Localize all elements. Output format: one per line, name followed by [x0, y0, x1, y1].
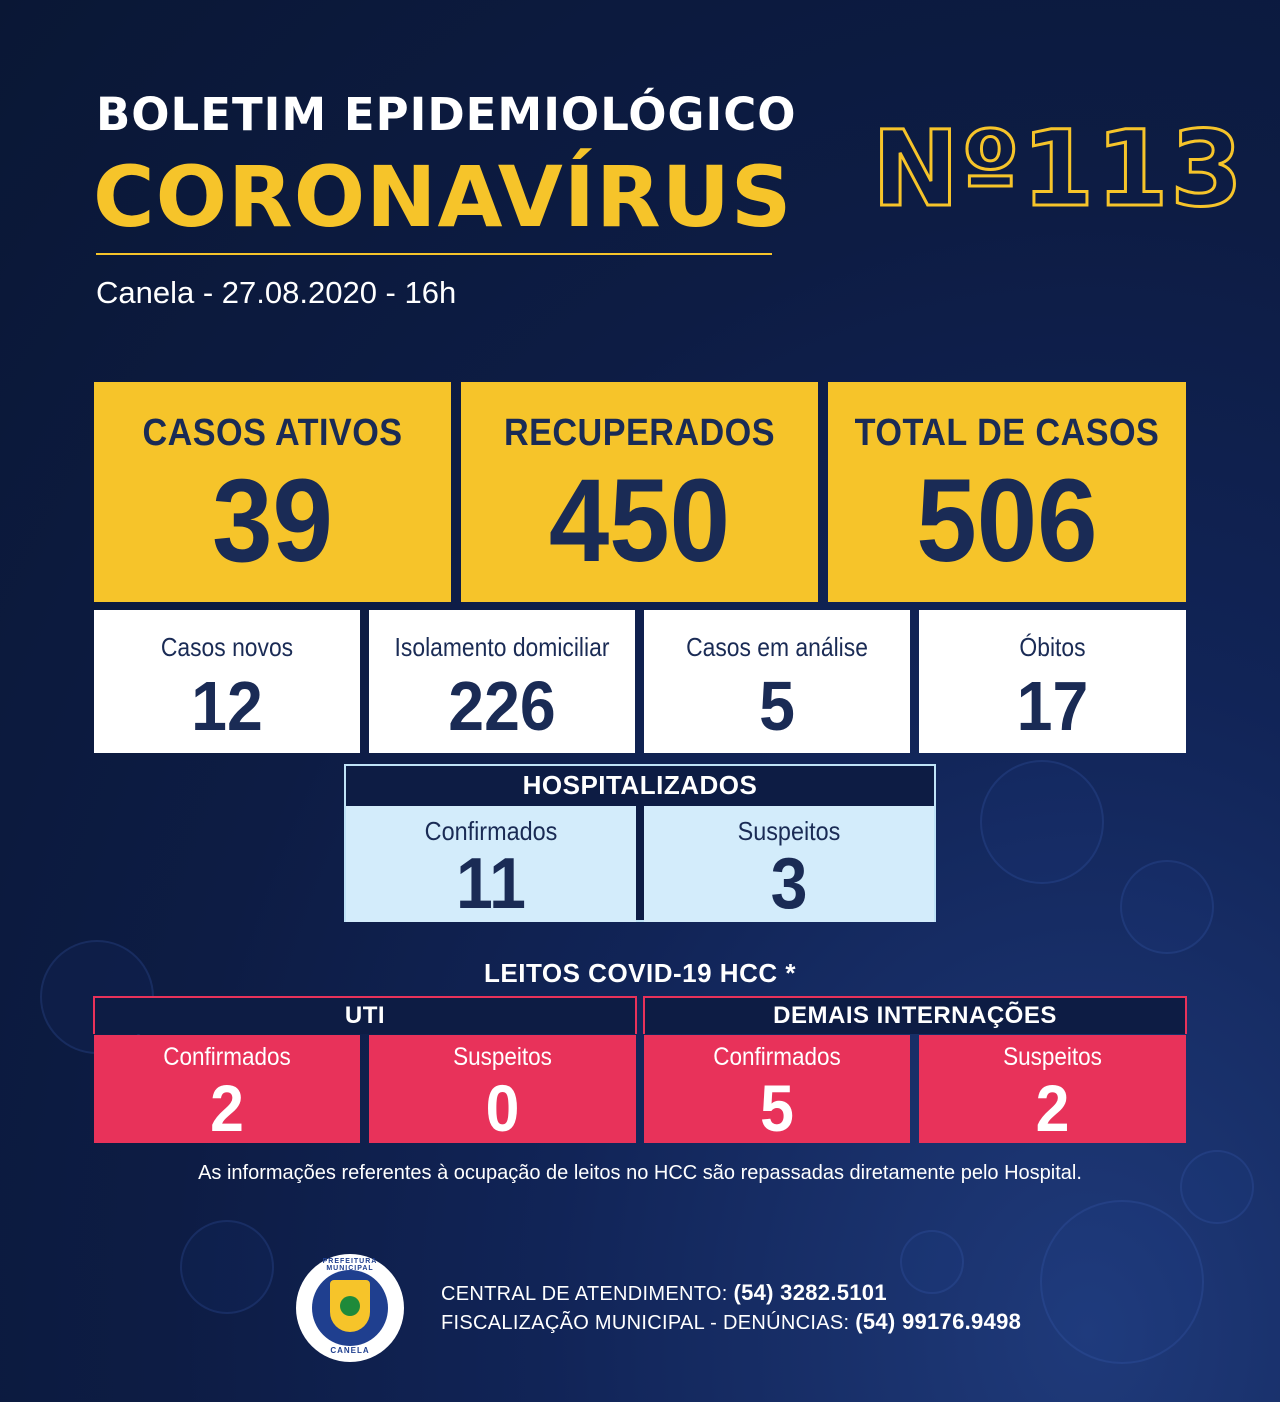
seal-tree-icon: [340, 1296, 360, 1316]
other-suspected-value: 2: [1035, 1071, 1070, 1145]
icu-confirmed: [94, 1035, 360, 1143]
other-admissions-group-header: DEMAIS INTERNAÇÕES: [643, 996, 1187, 1034]
fiscal-phone: (54) 99176.9498: [855, 1309, 1022, 1334]
other-suspected-label: Suspeitos: [1003, 1043, 1102, 1071]
summary-active-cases: [94, 382, 451, 602]
hospitalized-suspected-label: Suspeitos: [737, 816, 841, 846]
bulletin-title: BOLETIM EPIDEMIOLÓGICO: [96, 88, 797, 141]
detail-label: Óbitos: [1019, 632, 1086, 662]
seal-text-top: PREFEITURA MUNICIPAL: [322, 1258, 378, 1272]
summary-value: 506: [916, 455, 1098, 587]
hospitalized-confirmed: [346, 806, 636, 922]
summary-value: 39: [212, 455, 333, 587]
other-suspected: [919, 1035, 1186, 1143]
icu-confirmed-label: Confirmados: [163, 1043, 291, 1071]
background-bubble: [1120, 860, 1214, 954]
hospitalized-title: HOSPITALIZADOS: [522, 770, 758, 800]
detail-label: Casos novos: [160, 632, 294, 662]
detail-home-isolation: [369, 610, 635, 753]
virus-title: CORONAVÍRUS: [93, 148, 793, 246]
summary-value: 450: [548, 455, 731, 587]
background-bubble: [980, 760, 1104, 884]
hospitalized-confirmed-label: Confirmados: [424, 816, 558, 846]
location-date: Canela - 27.08.2020 - 16h: [96, 275, 457, 310]
beds-title: LEITOS COVID-19 HCC *: [484, 958, 796, 988]
hospitalized-confirmed-value: 11: [455, 844, 527, 924]
fiscal-label: FISCALIZAÇÃO MUNICIPAL - DENÚNCIAS:: [441, 1312, 850, 1334]
icu-suspected: [369, 1035, 636, 1143]
hospitalized-suspected: [644, 806, 934, 922]
icu-group-header: UTI: [93, 996, 637, 1034]
bulletin-number: Nº113: [872, 108, 1245, 230]
detail-value: 5: [759, 667, 795, 745]
background-bubble: [900, 1230, 964, 1294]
summary-label: TOTAL DE CASOS: [854, 412, 1160, 454]
detail-under-analysis: [644, 610, 910, 753]
central-label: CENTRAL DE ATENDIMENTO:: [441, 1283, 728, 1305]
central-phone: (54) 3282.5101: [733, 1280, 887, 1305]
summary-total-cases: [828, 382, 1186, 602]
icu-suspected-value: 0: [485, 1071, 520, 1145]
background-bubble: [1040, 1200, 1204, 1364]
detail-new-cases: [94, 610, 360, 753]
detail-deaths: [919, 610, 1186, 753]
hospitalized-suspected-value: 3: [770, 844, 808, 924]
other-confirmed-label: Confirmados: [713, 1043, 841, 1071]
fiscal-contact: [441, 1309, 1021, 1335]
detail-value: 12: [191, 667, 263, 745]
seal-text-bottom: CANELA: [330, 1346, 370, 1355]
detail-value: 17: [1016, 667, 1089, 745]
other-confirmed-value: 5: [760, 1071, 794, 1145]
beds-note: As informações referentes à ocupação de leitos no HCC são repassadas diretamente pelo Hospital.: [198, 1162, 1082, 1184]
title-divider: [96, 253, 772, 255]
central-contact: [441, 1280, 887, 1306]
detail-label: Casos em análise: [686, 632, 868, 662]
summary-label: CASOS ATIVOS: [142, 412, 403, 454]
background-bubble: [180, 1220, 274, 1314]
detail-value: 226: [448, 667, 556, 745]
summary-label: RECUPERADOS: [503, 412, 775, 454]
detail-label: Isolamento domiciliar: [394, 632, 610, 662]
other-confirmed: [644, 1035, 910, 1143]
icu-suspected-label: Suspeitos: [453, 1043, 552, 1071]
summary-recovered: [461, 382, 818, 602]
icu-confirmed-value: 2: [210, 1071, 244, 1145]
